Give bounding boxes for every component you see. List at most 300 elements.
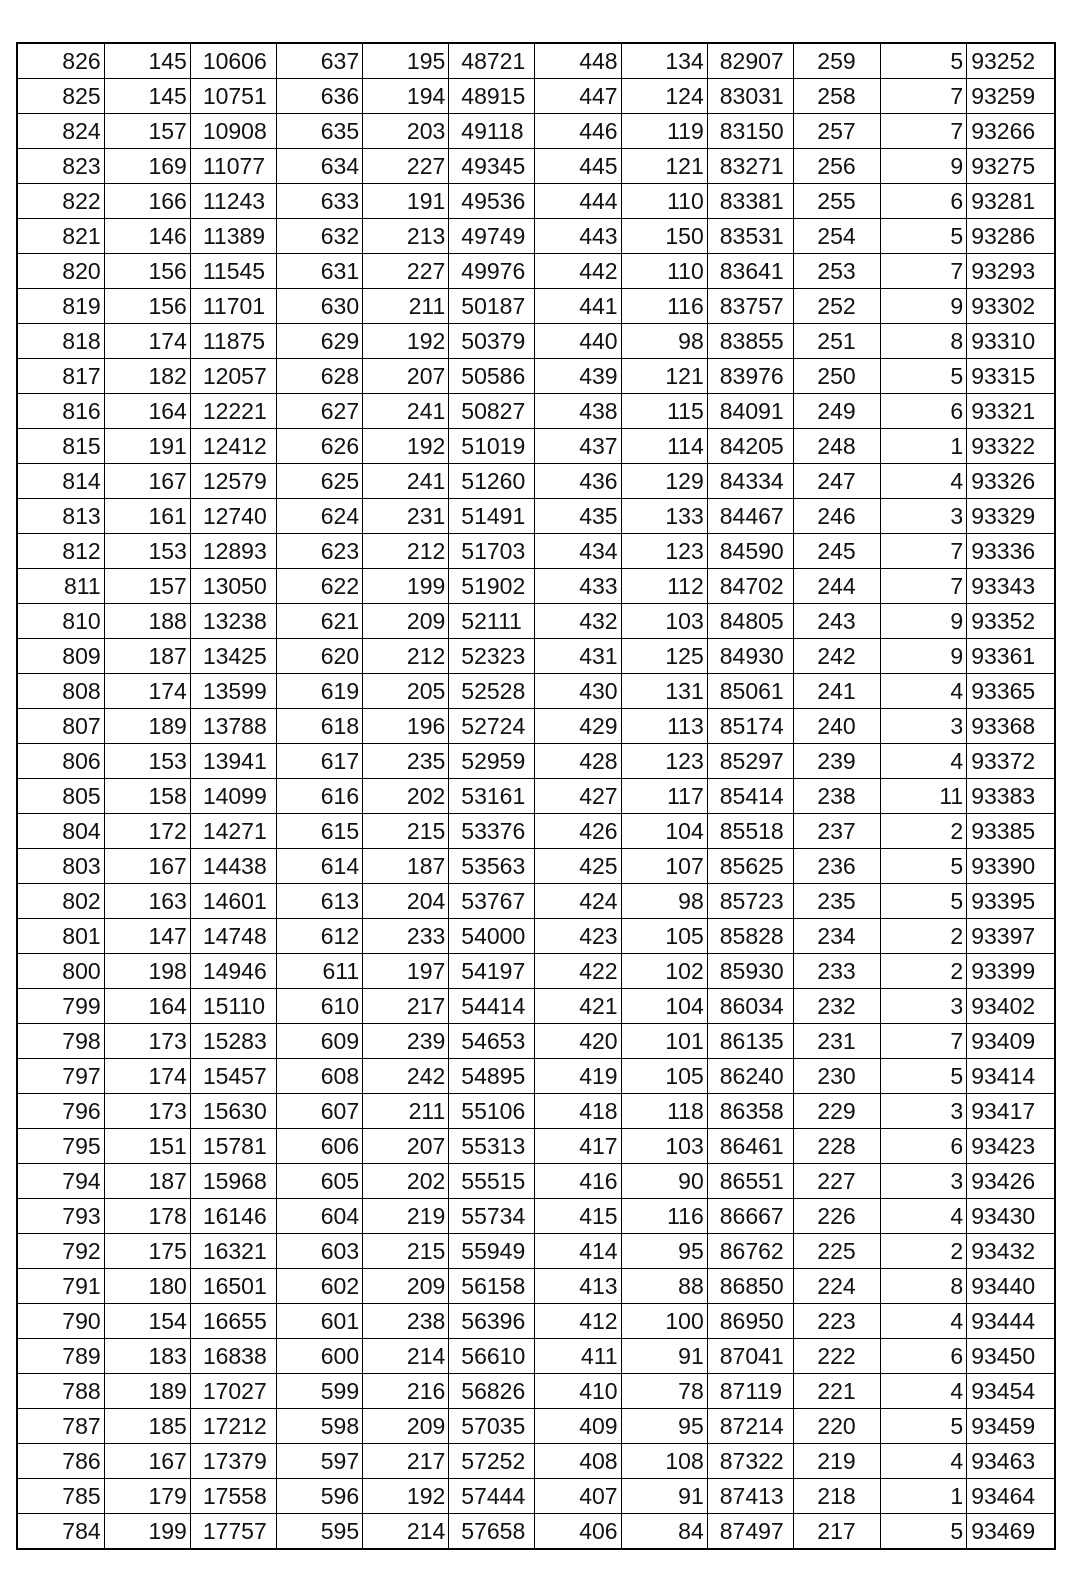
score-d-cell: 232 <box>793 989 880 1024</box>
table-row <box>17 1199 1055 1234</box>
score-d-cell: 254 <box>793 219 880 254</box>
score-d-cell: 234 <box>793 919 880 954</box>
cumulative-c-cell: 86034 <box>707 989 793 1024</box>
cumulative-d-cell: 93321 <box>967 394 1055 429</box>
score-b-cell: 636 <box>276 79 362 114</box>
count-d-cell: 6 <box>881 394 967 429</box>
count-c-cell: 125 <box>621 639 707 674</box>
cumulative-b-cell: 51703 <box>449 534 535 569</box>
table-row <box>17 569 1055 604</box>
score-a-cell: 812 <box>17 534 104 569</box>
score-c-cell: 436 <box>535 464 621 499</box>
table-row <box>17 709 1055 744</box>
score-a-cell: 808 <box>17 674 104 709</box>
count-b-cell: 192 <box>363 324 449 359</box>
count-a-cell: 189 <box>104 1374 190 1409</box>
count-c-cell: 103 <box>621 1129 707 1164</box>
count-a-cell: 167 <box>104 464 190 499</box>
score-b-cell: 604 <box>276 1199 362 1234</box>
cumulative-b-cell: 55515 <box>449 1164 535 1199</box>
cumulative-c-cell: 83855 <box>707 324 793 359</box>
table-row <box>17 1444 1055 1479</box>
count-c-cell: 118 <box>621 1094 707 1129</box>
count-b-cell: 196 <box>363 709 449 744</box>
cumulative-a-cell: 14748 <box>190 919 276 954</box>
cumulative-c-cell: 85723 <box>707 884 793 919</box>
table-row <box>17 499 1055 534</box>
table-row <box>17 429 1055 464</box>
score-a-cell: 811 <box>17 569 104 604</box>
count-d-cell: 7 <box>881 569 967 604</box>
cumulative-a-cell: 16146 <box>190 1199 276 1234</box>
count-d-cell: 11 <box>881 779 967 814</box>
score-c-cell: 437 <box>535 429 621 464</box>
score-a-cell: 815 <box>17 429 104 464</box>
score-c-cell: 440 <box>535 324 621 359</box>
cumulative-a-cell: 12221 <box>190 394 276 429</box>
score-a-cell: 798 <box>17 1024 104 1059</box>
score-c-cell: 438 <box>535 394 621 429</box>
score-a-cell: 797 <box>17 1059 104 1094</box>
count-a-cell: 174 <box>104 1059 190 1094</box>
score-d-cell: 253 <box>793 254 880 289</box>
count-d-cell: 7 <box>881 114 967 149</box>
score-a-cell: 796 <box>17 1094 104 1129</box>
count-a-cell: 183 <box>104 1339 190 1374</box>
cumulative-d-cell: 93454 <box>967 1374 1055 1409</box>
cumulative-d-cell: 93275 <box>967 149 1055 184</box>
score-a-cell: 794 <box>17 1164 104 1199</box>
cumulative-a-cell: 14271 <box>190 814 276 849</box>
cumulative-a-cell: 17027 <box>190 1374 276 1409</box>
cumulative-d-cell: 93459 <box>967 1409 1055 1444</box>
score-c-cell: 421 <box>535 989 621 1024</box>
count-c-cell: 102 <box>621 954 707 989</box>
score-d-cell: 259 <box>793 43 880 79</box>
score-d-cell: 224 <box>793 1269 880 1304</box>
cumulative-d-cell: 93361 <box>967 639 1055 674</box>
cumulative-c-cell: 85174 <box>707 709 793 744</box>
count-a-cell: 164 <box>104 989 190 1024</box>
cumulative-b-cell: 56158 <box>449 1269 535 1304</box>
cumulative-d-cell: 93259 <box>967 79 1055 114</box>
score-b-cell: 617 <box>276 744 362 779</box>
cumulative-c-cell: 84702 <box>707 569 793 604</box>
cumulative-a-cell: 15968 <box>190 1164 276 1199</box>
score-c-cell: 415 <box>535 1199 621 1234</box>
cumulative-c-cell: 85297 <box>707 744 793 779</box>
count-c-cell: 95 <box>621 1234 707 1269</box>
score-c-cell: 443 <box>535 219 621 254</box>
count-d-cell: 5 <box>881 1409 967 1444</box>
count-a-cell: 156 <box>104 289 190 324</box>
score-d-cell: 256 <box>793 149 880 184</box>
cumulative-d-cell: 93372 <box>967 744 1055 779</box>
count-a-cell: 185 <box>104 1409 190 1444</box>
cumulative-b-cell: 54197 <box>449 954 535 989</box>
table-row <box>17 1514 1055 1550</box>
cumulative-a-cell: 16321 <box>190 1234 276 1269</box>
score-a-cell: 816 <box>17 394 104 429</box>
count-b-cell: 204 <box>363 884 449 919</box>
table-row <box>17 954 1055 989</box>
cumulative-c-cell: 83031 <box>707 79 793 114</box>
count-b-cell: 216 <box>363 1374 449 1409</box>
cumulative-b-cell: 57444 <box>449 1479 535 1514</box>
count-d-cell: 5 <box>881 43 967 79</box>
cumulative-c-cell: 85518 <box>707 814 793 849</box>
score-d-cell: 231 <box>793 1024 880 1059</box>
cumulative-b-cell: 56396 <box>449 1304 535 1339</box>
count-d-cell: 9 <box>881 604 967 639</box>
count-a-cell: 173 <box>104 1094 190 1129</box>
cumulative-a-cell: 14946 <box>190 954 276 989</box>
cumulative-b-cell: 52528 <box>449 674 535 709</box>
count-c-cell: 88 <box>621 1269 707 1304</box>
cumulative-c-cell: 83531 <box>707 219 793 254</box>
score-d-cell: 244 <box>793 569 880 604</box>
score-b-cell: 612 <box>276 919 362 954</box>
table-row <box>17 464 1055 499</box>
cumulative-c-cell: 83976 <box>707 359 793 394</box>
count-b-cell: 235 <box>363 744 449 779</box>
score-c-cell: 419 <box>535 1059 621 1094</box>
cumulative-c-cell: 84930 <box>707 639 793 674</box>
cumulative-c-cell: 87214 <box>707 1409 793 1444</box>
count-c-cell: 104 <box>621 989 707 1024</box>
score-d-cell: 222 <box>793 1339 880 1374</box>
count-b-cell: 241 <box>363 394 449 429</box>
table-row <box>17 43 1055 79</box>
count-d-cell: 7 <box>881 1024 967 1059</box>
cumulative-d-cell: 93385 <box>967 814 1055 849</box>
cumulative-c-cell: 83271 <box>707 149 793 184</box>
cumulative-c-cell: 86762 <box>707 1234 793 1269</box>
table-row <box>17 1374 1055 1409</box>
cumulative-b-cell: 50187 <box>449 289 535 324</box>
score-a-cell: 822 <box>17 184 104 219</box>
count-b-cell: 215 <box>363 1234 449 1269</box>
count-d-cell: 7 <box>881 254 967 289</box>
score-a-cell: 806 <box>17 744 104 779</box>
cumulative-a-cell: 10606 <box>190 43 276 79</box>
score-c-cell: 439 <box>535 359 621 394</box>
count-b-cell: 227 <box>363 149 449 184</box>
score-d-cell: 238 <box>793 779 880 814</box>
cumulative-b-cell: 54895 <box>449 1059 535 1094</box>
score-d-cell: 249 <box>793 394 880 429</box>
cumulative-c-cell: 83641 <box>707 254 793 289</box>
cumulative-d-cell: 93423 <box>967 1129 1055 1164</box>
count-b-cell: 192 <box>363 1479 449 1514</box>
cumulative-c-cell: 87497 <box>707 1514 793 1550</box>
cumulative-a-cell: 12412 <box>190 429 276 464</box>
count-d-cell: 6 <box>881 1129 967 1164</box>
count-c-cell: 95 <box>621 1409 707 1444</box>
count-b-cell: 195 <box>363 43 449 79</box>
table-row <box>17 919 1055 954</box>
cumulative-c-cell: 86950 <box>707 1304 793 1339</box>
score-d-cell: 229 <box>793 1094 880 1129</box>
cumulative-b-cell: 52111 <box>449 604 535 639</box>
score-b-cell: 621 <box>276 604 362 639</box>
cumulative-d-cell: 93390 <box>967 849 1055 884</box>
score-b-cell: 615 <box>276 814 362 849</box>
cumulative-a-cell: 11389 <box>190 219 276 254</box>
count-a-cell: 180 <box>104 1269 190 1304</box>
score-d-cell: 241 <box>793 674 880 709</box>
count-b-cell: 233 <box>363 919 449 954</box>
count-b-cell: 207 <box>363 359 449 394</box>
cumulative-a-cell: 13788 <box>190 709 276 744</box>
cumulative-b-cell: 51260 <box>449 464 535 499</box>
score-d-cell: 228 <box>793 1129 880 1164</box>
cumulative-b-cell: 57035 <box>449 1409 535 1444</box>
count-d-cell: 7 <box>881 79 967 114</box>
cumulative-d-cell: 93426 <box>967 1164 1055 1199</box>
cumulative-b-cell: 54653 <box>449 1024 535 1059</box>
score-b-cell: 607 <box>276 1094 362 1129</box>
count-d-cell: 4 <box>881 1304 967 1339</box>
score-a-cell: 802 <box>17 884 104 919</box>
score-b-cell: 603 <box>276 1234 362 1269</box>
score-d-cell: 237 <box>793 814 880 849</box>
count-c-cell: 133 <box>621 499 707 534</box>
table-row <box>17 1129 1055 1164</box>
score-a-cell: 825 <box>17 79 104 114</box>
score-c-cell: 410 <box>535 1374 621 1409</box>
count-c-cell: 108 <box>621 1444 707 1479</box>
count-b-cell: 209 <box>363 1409 449 1444</box>
cumulative-d-cell: 93397 <box>967 919 1055 954</box>
count-c-cell: 107 <box>621 849 707 884</box>
score-b-cell: 626 <box>276 429 362 464</box>
score-b-cell: 610 <box>276 989 362 1024</box>
cumulative-a-cell: 17558 <box>190 1479 276 1514</box>
cumulative-b-cell: 52323 <box>449 639 535 674</box>
cumulative-c-cell: 87041 <box>707 1339 793 1374</box>
cumulative-d-cell: 93281 <box>967 184 1055 219</box>
count-d-cell: 4 <box>881 464 967 499</box>
cumulative-c-cell: 85828 <box>707 919 793 954</box>
cumulative-b-cell: 48721 <box>449 43 535 79</box>
cumulative-a-cell: 14601 <box>190 884 276 919</box>
count-b-cell: 211 <box>363 1094 449 1129</box>
cumulative-d-cell: 93336 <box>967 534 1055 569</box>
count-d-cell: 4 <box>881 1444 967 1479</box>
score-b-cell: 600 <box>276 1339 362 1374</box>
count-c-cell: 98 <box>621 324 707 359</box>
count-a-cell: 158 <box>104 779 190 814</box>
score-b-cell: 634 <box>276 149 362 184</box>
score-b-cell: 608 <box>276 1059 362 1094</box>
count-a-cell: 151 <box>104 1129 190 1164</box>
score-c-cell: 422 <box>535 954 621 989</box>
count-a-cell: 153 <box>104 744 190 779</box>
cumulative-b-cell: 53563 <box>449 849 535 884</box>
count-c-cell: 103 <box>621 604 707 639</box>
count-a-cell: 167 <box>104 1444 190 1479</box>
count-a-cell: 157 <box>104 569 190 604</box>
count-b-cell: 192 <box>363 429 449 464</box>
count-a-cell: 163 <box>104 884 190 919</box>
score-b-cell: 620 <box>276 639 362 674</box>
table-row <box>17 359 1055 394</box>
score-a-cell: 793 <box>17 1199 104 1234</box>
cumulative-a-cell: 16838 <box>190 1339 276 1374</box>
table-row <box>17 79 1055 114</box>
cumulative-a-cell: 11077 <box>190 149 276 184</box>
cumulative-c-cell: 86850 <box>707 1269 793 1304</box>
count-c-cell: 129 <box>621 464 707 499</box>
cumulative-b-cell: 55734 <box>449 1199 535 1234</box>
count-a-cell: 156 <box>104 254 190 289</box>
count-a-cell: 174 <box>104 674 190 709</box>
cumulative-c-cell: 86667 <box>707 1199 793 1234</box>
score-c-cell: 430 <box>535 674 621 709</box>
score-c-cell: 409 <box>535 1409 621 1444</box>
score-a-cell: 809 <box>17 639 104 674</box>
count-a-cell: 147 <box>104 919 190 954</box>
count-d-cell: 2 <box>881 954 967 989</box>
count-a-cell: 173 <box>104 1024 190 1059</box>
count-c-cell: 117 <box>621 779 707 814</box>
score-d-cell: 248 <box>793 429 880 464</box>
count-b-cell: 199 <box>363 569 449 604</box>
count-a-cell: 161 <box>104 499 190 534</box>
count-a-cell: 187 <box>104 1164 190 1199</box>
score-c-cell: 431 <box>535 639 621 674</box>
score-d-cell: 223 <box>793 1304 880 1339</box>
table-row <box>17 1094 1055 1129</box>
cumulative-a-cell: 15781 <box>190 1129 276 1164</box>
cumulative-d-cell: 93414 <box>967 1059 1055 1094</box>
count-c-cell: 91 <box>621 1479 707 1514</box>
count-d-cell: 3 <box>881 989 967 1024</box>
count-c-cell: 98 <box>621 884 707 919</box>
cumulative-d-cell: 93310 <box>967 324 1055 359</box>
score-b-cell: 611 <box>276 954 362 989</box>
count-c-cell: 101 <box>621 1024 707 1059</box>
cumulative-b-cell: 50586 <box>449 359 535 394</box>
score-d-cell: 250 <box>793 359 880 394</box>
count-b-cell: 213 <box>363 219 449 254</box>
score-distribution-table <box>16 42 1056 1550</box>
table-row <box>17 1409 1055 1444</box>
cumulative-c-cell: 84467 <box>707 499 793 534</box>
count-d-cell: 3 <box>881 499 967 534</box>
count-b-cell: 241 <box>363 464 449 499</box>
count-c-cell: 113 <box>621 709 707 744</box>
cumulative-b-cell: 52724 <box>449 709 535 744</box>
table-row <box>17 1479 1055 1514</box>
count-b-cell: 214 <box>363 1514 449 1550</box>
cumulative-a-cell: 17212 <box>190 1409 276 1444</box>
score-c-cell: 413 <box>535 1269 621 1304</box>
table-row <box>17 219 1055 254</box>
score-d-cell: 235 <box>793 884 880 919</box>
table-row <box>17 814 1055 849</box>
count-c-cell: 91 <box>621 1339 707 1374</box>
score-d-cell: 242 <box>793 639 880 674</box>
count-b-cell: 194 <box>363 79 449 114</box>
count-d-cell: 1 <box>881 429 967 464</box>
count-a-cell: 166 <box>104 184 190 219</box>
table-row <box>17 534 1055 569</box>
table-row <box>17 989 1055 1024</box>
cumulative-a-cell: 11875 <box>190 324 276 359</box>
score-c-cell: 441 <box>535 289 621 324</box>
table-row <box>17 1024 1055 1059</box>
cumulative-d-cell: 93432 <box>967 1234 1055 1269</box>
score-b-cell: 637 <box>276 43 362 79</box>
count-d-cell: 2 <box>881 814 967 849</box>
score-b-cell: 596 <box>276 1479 362 1514</box>
count-c-cell: 124 <box>621 79 707 114</box>
count-b-cell: 209 <box>363 604 449 639</box>
cumulative-c-cell: 85625 <box>707 849 793 884</box>
score-a-cell: 801 <box>17 919 104 954</box>
cumulative-b-cell: 57658 <box>449 1514 535 1550</box>
cumulative-b-cell: 54414 <box>449 989 535 1024</box>
score-c-cell: 407 <box>535 1479 621 1514</box>
cumulative-b-cell: 56826 <box>449 1374 535 1409</box>
score-c-cell: 435 <box>535 499 621 534</box>
count-d-cell: 5 <box>881 884 967 919</box>
cumulative-a-cell: 15283 <box>190 1024 276 1059</box>
score-a-cell: 784 <box>17 1514 104 1550</box>
cumulative-b-cell: 57252 <box>449 1444 535 1479</box>
table-row <box>17 324 1055 359</box>
cumulative-b-cell: 50379 <box>449 324 535 359</box>
table-row <box>17 1164 1055 1199</box>
cumulative-b-cell: 56610 <box>449 1339 535 1374</box>
count-d-cell: 4 <box>881 674 967 709</box>
count-a-cell: 182 <box>104 359 190 394</box>
table-row <box>17 184 1055 219</box>
score-d-cell: 258 <box>793 79 880 114</box>
count-b-cell: 207 <box>363 1129 449 1164</box>
cumulative-d-cell: 93286 <box>967 219 1055 254</box>
cumulative-c-cell: 86461 <box>707 1129 793 1164</box>
cumulative-c-cell: 86240 <box>707 1059 793 1094</box>
cumulative-a-cell: 12579 <box>190 464 276 499</box>
count-b-cell: 238 <box>363 1304 449 1339</box>
count-a-cell: 178 <box>104 1199 190 1234</box>
cumulative-b-cell: 49345 <box>449 149 535 184</box>
cumulative-b-cell: 49749 <box>449 219 535 254</box>
count-d-cell: 8 <box>881 1269 967 1304</box>
count-c-cell: 116 <box>621 289 707 324</box>
count-c-cell: 110 <box>621 184 707 219</box>
score-d-cell: 247 <box>793 464 880 499</box>
cumulative-a-cell: 16655 <box>190 1304 276 1339</box>
score-c-cell: 446 <box>535 114 621 149</box>
score-a-cell: 826 <box>17 43 104 79</box>
cumulative-a-cell: 17379 <box>190 1444 276 1479</box>
count-d-cell: 9 <box>881 289 967 324</box>
cumulative-a-cell: 12740 <box>190 499 276 534</box>
count-a-cell: 169 <box>104 149 190 184</box>
cumulative-c-cell: 84805 <box>707 604 793 639</box>
score-d-cell: 255 <box>793 184 880 219</box>
count-d-cell: 2 <box>881 1234 967 1269</box>
cumulative-b-cell: 53161 <box>449 779 535 814</box>
score-c-cell: 447 <box>535 79 621 114</box>
score-b-cell: 632 <box>276 219 362 254</box>
score-c-cell: 448 <box>535 43 621 79</box>
score-a-cell: 785 <box>17 1479 104 1514</box>
